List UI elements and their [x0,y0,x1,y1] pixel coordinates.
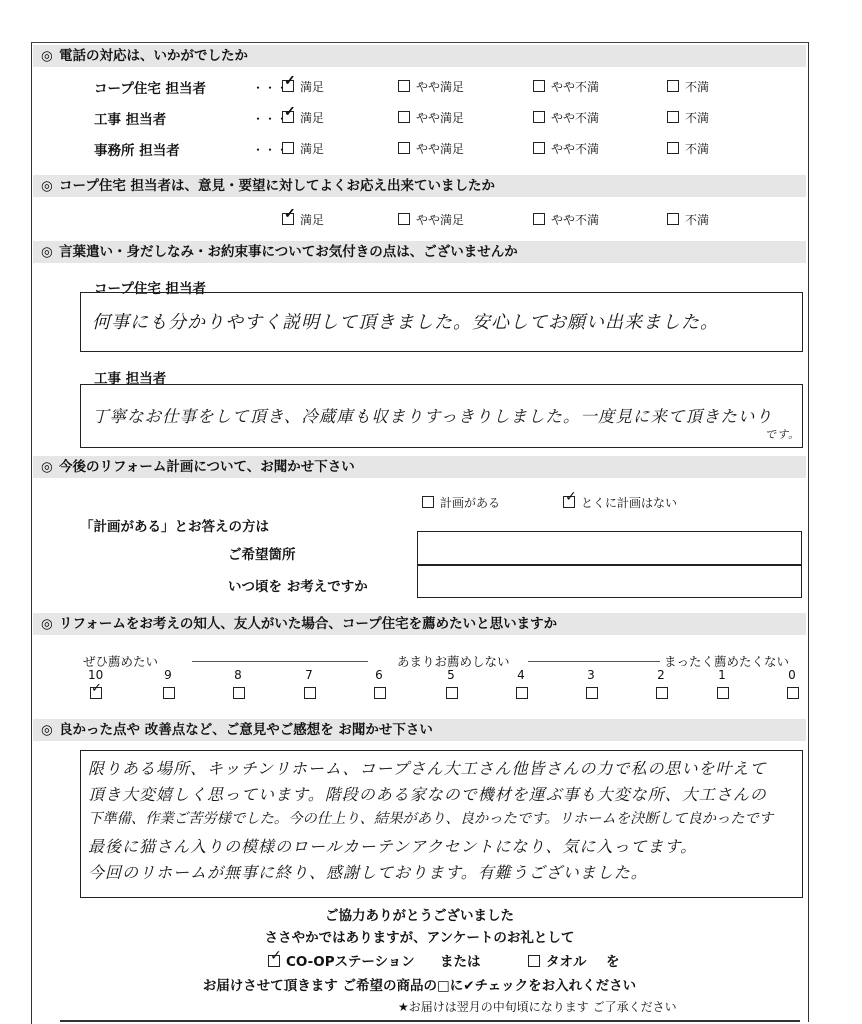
option-yaya-fuman[interactable]: やや不満 [533,140,599,157]
bottom-border [60,1020,800,1022]
option-has-plan[interactable]: 計画がある [422,494,500,511]
scale-checkbox[interactable] [304,687,316,699]
or-text: または [440,954,481,970]
checkbox-checked[interactable] [282,213,294,225]
coop-staff-comment: 何事にも分かりやすく説明して頂きました。安心してお願い出来ました。 [92,312,719,333]
checkbox[interactable] [533,142,545,154]
scale-checkbox[interactable] [446,687,458,699]
checkbox[interactable] [422,496,434,508]
scale-checkbox[interactable] [586,687,598,699]
gift-intro-text: ささやかではありますが、アンケートのお礼として [264,930,575,946]
checkbox[interactable] [533,111,545,123]
top-border [31,42,808,43]
checkbox[interactable] [282,142,294,154]
gift-coop-option[interactable]: ✓CO-OPステーション [268,950,415,970]
option-yaya-manzoku[interactable]: やや満足 [398,211,464,228]
scale-checkbox[interactable] [374,687,386,699]
comment-line: 頂き大変嬉しく思っています。階段のある家なので機材を運ぶ事も大変な所、大工さんの [88,785,767,804]
checkbox-checked[interactable] [282,80,294,92]
option-fuman[interactable]: 不満 [667,78,709,95]
section-mark: ◎ [41,459,53,475]
section-mark: ◎ [41,178,53,194]
checkbox[interactable] [667,80,679,92]
checkbox[interactable] [533,213,545,225]
left-border [31,42,32,1024]
wo-text: を [606,954,620,970]
checkbox[interactable] [398,111,410,123]
comment-line: 今回のリホームが無事に終り、感謝しております。有難うございました。 [88,863,648,882]
place-input[interactable] [417,531,802,566]
section-response-header [33,175,806,197]
option-manzoku[interactable]: ✓満足 [282,211,324,228]
checkbox[interactable] [667,142,679,154]
section-manners-header [33,241,806,263]
thanks-text: ご協力ありがとうございました [325,908,514,924]
checkbox-checked[interactable] [282,111,294,123]
scale-checkbox[interactable] [787,687,799,699]
scale-checkbox-checked[interactable] [90,687,102,699]
checkbox[interactable] [667,213,679,225]
checkbox[interactable] [533,80,545,92]
scale-number: 0 [788,668,796,682]
scale-number: 1 [718,668,726,682]
dots: ・・・ [252,143,289,157]
scale-checkbox[interactable] [233,687,245,699]
scale-left-label: ぜひ薦めたい [83,654,159,669]
koji-staff-comment-cont: です。 [765,428,801,441]
option-yaya-manzoku[interactable]: やや満足 [398,109,464,126]
section-recommend-header [33,613,806,635]
section-comments-header [33,719,806,741]
scale-number: 6 [375,668,383,682]
option-yaya-fuman[interactable]: やや不満 [533,78,599,95]
option-manzoku[interactable]: ✓ 満足 [282,109,324,126]
section-title: 電話の対応は、いかがでしたか [59,48,248,64]
section-title: 言葉遣い・身だしなみ・お約束事についてお気付きの点は、ございませんか [59,244,518,260]
scale-checkbox[interactable] [717,687,729,699]
dots: ・・・ [252,81,289,95]
section-mark: ◎ [41,244,53,260]
when-input[interactable] [417,564,802,598]
option-yaya-fuman[interactable]: やや不満 [533,211,599,228]
checkbox[interactable] [398,80,410,92]
row-label-office: 事務所 担当者 [94,143,180,159]
delivery-note: ★お届けは翌月の中旬頃になります ご了承ください [398,1000,677,1014]
scale-line [528,661,660,662]
checkbox[interactable] [667,111,679,123]
option-yaya-manzoku[interactable]: やや満足 [398,78,464,95]
if-plan-label: 「計画がある」とお答えの方は [80,519,269,535]
comment-line: 最後に猫さん入りの模様のロールカーテンアクセントになり、気に入ってます。 [88,837,698,856]
option-manzoku[interactable]: ✓ 満足 [282,78,324,95]
row-label-koji: 工事 担当者 [94,112,167,128]
section-title: リフォームをお考えの知人、友人がいた場合、コープ住宅を薦めたいと思いますか [59,616,558,632]
scale-number: 8 [234,668,242,682]
check-instruction: お届けさせて頂きます ご希望の商品の□に✔チェックをお入れください [202,978,637,994]
section-title: 良かった点や 改善点など、ご意見やご感想を お聞かせ下さい [59,722,433,738]
checkbox[interactable] [398,142,410,154]
gift-towel-option[interactable]: タオル [528,950,587,970]
when-label: いつ頃を お考えですか [228,579,368,595]
koji-staff-label: 工事 担当者 [94,371,167,387]
row-label-coop: コープ住宅 担当者 [94,81,207,97]
scale-line [192,661,368,662]
comment-line: 下準備、作業ご苦労様でした。今の仕上り、結果があり、良かったです。リホームを決断して良かったです [88,811,774,827]
scale-checkbox[interactable] [516,687,528,699]
scale-checkbox[interactable] [656,687,668,699]
koji-staff-comment: 丁寧なお仕事をして頂き、冷蔵庫も収まりすっきりしました。一度見に来て頂きたいり [92,407,773,426]
coop-staff-label: コープ住宅 担当者 [94,281,207,297]
option-yaya-manzoku[interactable]: やや満足 [398,140,464,157]
place-label: ご希望箇所 [228,547,296,563]
scale-number: 9 [164,668,172,682]
comment-line: 限りある場所、キッチンリホーム、コープさん大工さん他皆さんの力で私の思いを叶えて [88,759,767,778]
dots: ・・・ [252,112,289,126]
checkbox-checked[interactable] [563,496,575,508]
option-no-plan[interactable]: ✓ とくに計画はない [563,494,677,511]
option-fuman[interactable]: 不満 [667,109,709,126]
checkbox[interactable] [398,213,410,225]
scale-checkbox[interactable] [163,687,175,699]
section-phone-header [33,45,806,67]
scale-number: 7 [305,668,313,682]
section-title: 今後のリフォーム計画について、お聞かせ下さい [59,459,355,475]
checkbox-checked[interactable] [268,955,280,967]
scale-number: 10 [88,668,104,682]
checkbox[interactable] [528,955,540,967]
option-manzoku[interactable]: 満足 [282,140,324,157]
scale-right-label: まったく薦めたくない [664,654,790,669]
scale-number: 5 [447,668,455,682]
section-mark: ◎ [41,48,53,64]
section-plan-header [33,456,806,478]
scale-number: 3 [587,668,595,682]
right-border [808,42,809,1022]
section-mark: ◎ [41,722,53,738]
option-fuman[interactable]: 不満 [667,140,709,157]
option-yaya-fuman[interactable]: やや不満 [533,109,599,126]
scale-number: 2 [657,668,665,682]
scale-middle-label: あまりお薦めしない [397,654,510,669]
option-fuman[interactable]: 不満 [667,211,709,228]
section-title: コープ住宅 担当者は、意見・要望に対してよくお応え出来ていましたか [59,178,496,194]
scale-number: 4 [517,668,525,682]
section-mark: ◎ [41,616,53,632]
